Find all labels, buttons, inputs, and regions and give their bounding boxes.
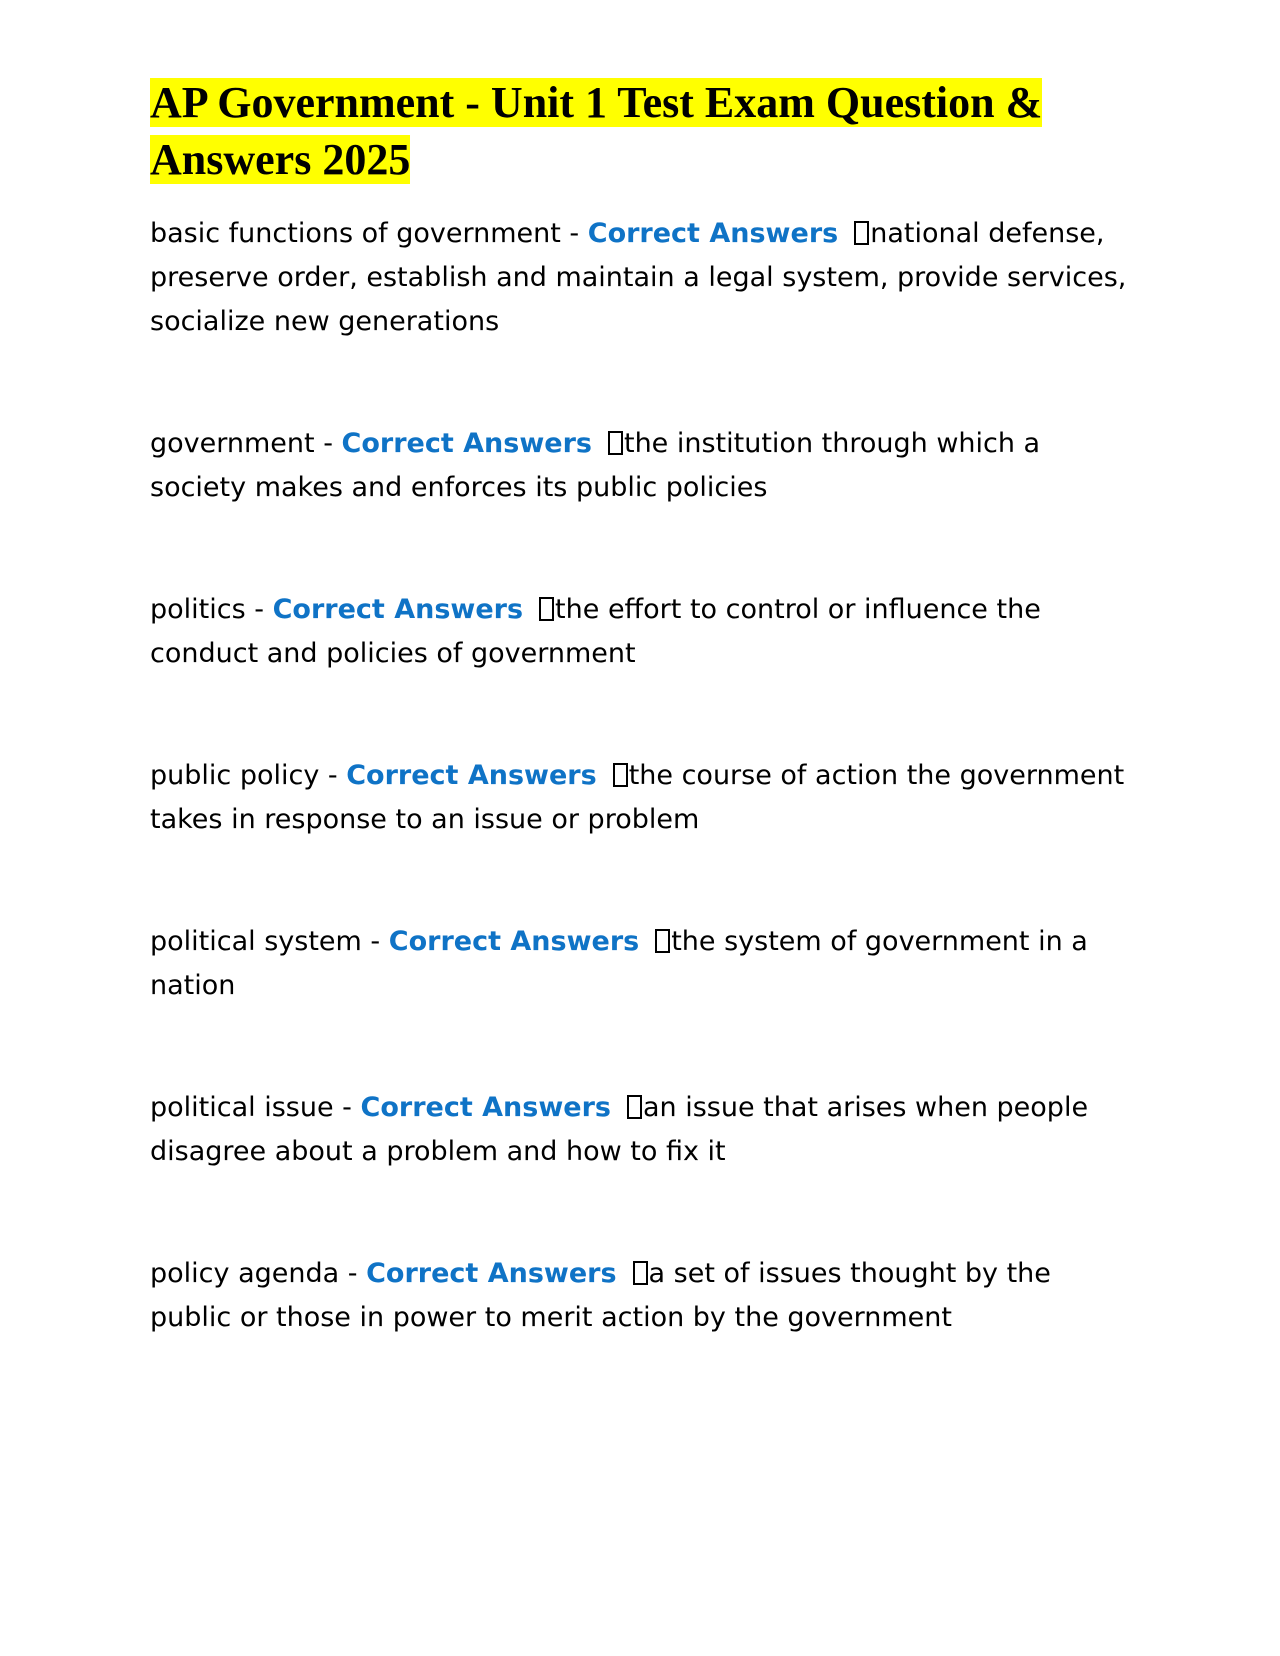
qa-entry <box>150 212 1130 344</box>
term-separator: - <box>339 1258 367 1289</box>
highlighted-title-text: AP Government - Unit 1 Test Exam Question & Answers 2025 <box>150 78 1043 184</box>
correct-answers-label: Correct Answers <box>360 1092 611 1123</box>
entry-term: policy agenda <box>150 1258 340 1289</box>
term-separator: - <box>560 218 588 249</box>
correct-answers-label: Correct Answers <box>346 760 597 791</box>
qa-entry <box>150 920 1130 1008</box>
correct-answers-label: Correct Answers <box>366 1258 617 1289</box>
missing-glyph-box-icon <box>655 929 670 953</box>
missing-glyph-box-icon <box>613 763 628 787</box>
qa-entry <box>150 1086 1130 1174</box>
document-title <box>150 74 1130 188</box>
entry-term: basic functions of government <box>150 218 561 249</box>
entry-term: government <box>150 428 315 459</box>
entry-definition: the effort to control or influence the conduct and policies of government <box>150 594 1041 669</box>
document-page <box>150 74 1130 1340</box>
entry-definition: the institution through which a society makes and enforces its public policies <box>150 428 1041 503</box>
entry-definition: the system of government in a nation <box>150 926 1088 1001</box>
term-separator: - <box>319 760 347 791</box>
entry-term: politics <box>150 594 246 625</box>
entry-definition: an issue that arises when people disagree about a problem and how to fix it <box>150 1092 1089 1167</box>
missing-glyph-box-icon <box>633 1261 648 1285</box>
entry-term: public policy <box>150 760 320 791</box>
entry-definition: national defense, preserve order, establish and maintain a legal system, provide services, socialize new generations <box>150 218 1127 337</box>
missing-glyph-box-icon <box>539 597 554 621</box>
term-separator: - <box>333 1092 361 1123</box>
term-separator: - <box>245 594 273 625</box>
qa-entry <box>150 588 1130 676</box>
correct-answers-label: Correct Answers <box>587 218 839 249</box>
correct-answers-label: Correct Answers <box>272 594 524 625</box>
correct-answers-label: Correct Answers <box>341 428 592 459</box>
qa-entry <box>150 1252 1130 1340</box>
qa-entry <box>150 422 1130 510</box>
qa-entry <box>150 754 1130 842</box>
missing-glyph-box-icon <box>854 221 869 245</box>
term-separator: - <box>314 428 342 459</box>
missing-glyph-box-icon <box>608 431 623 455</box>
entry-definition: a set of issues thought by the public or those in power to merit action by the government <box>150 1258 1051 1333</box>
correct-answers-label: Correct Answers <box>388 926 640 957</box>
entry-definition: the course of action the government takes in response to an issue or problem <box>150 760 1125 835</box>
entry-term: political system <box>150 926 362 957</box>
missing-glyph-box-icon <box>627 1095 642 1119</box>
term-separator: - <box>361 926 389 957</box>
entry-term: political issue <box>150 1092 334 1123</box>
